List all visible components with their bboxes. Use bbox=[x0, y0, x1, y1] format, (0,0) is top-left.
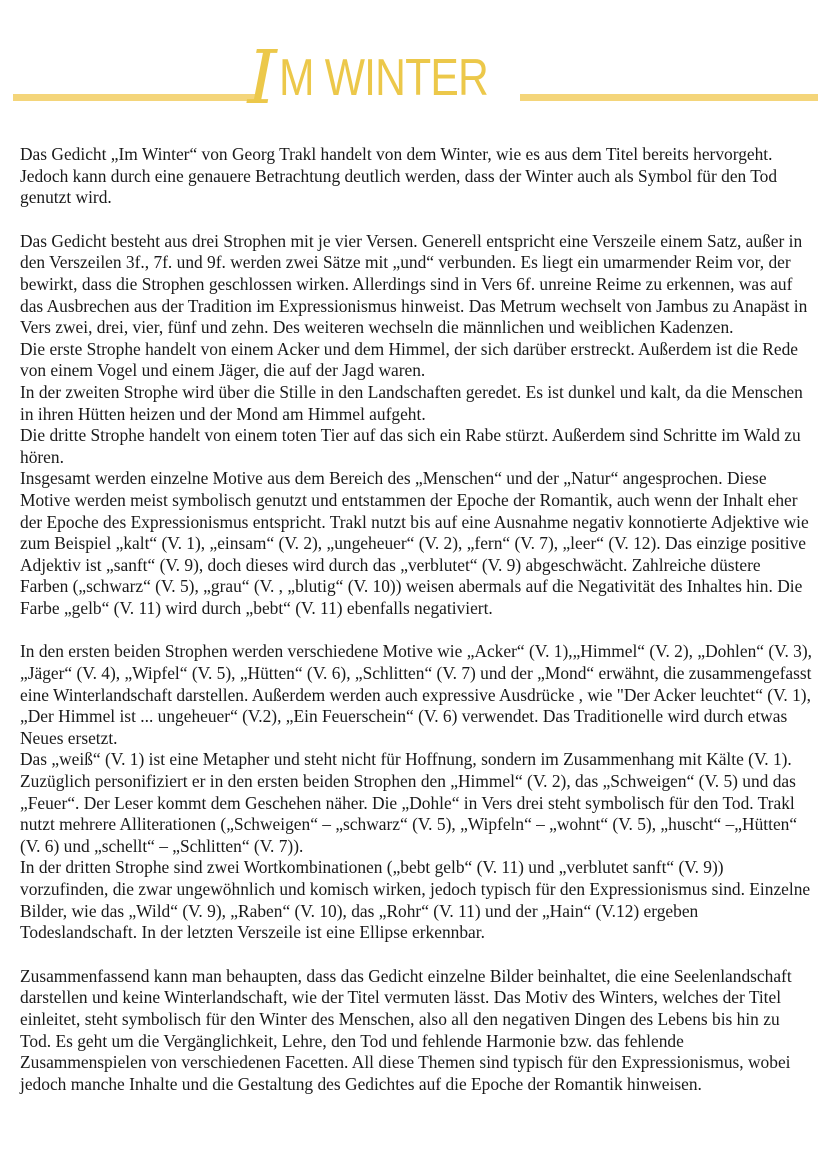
paragraph-gap bbox=[20, 944, 812, 966]
title-band bbox=[0, 35, 828, 121]
paragraph-conclusion: Zusammenfassend kann man behaupten, dass das Gedicht einzelne Bilder beinhaltet, die eine Seelenlandschaft darstellen und keine Winterlandschaft, wie der Titel vermuten lässt. Das Motiv des Winters, welches der Titel einleitet, steht symbolisch für den Winter des Menschen, also all den negativen Dingen des Lebens bis hin zu Tod. Es geht um die Vergänglichkeit, Lehre, den Tod und fehlende Harmonie bzw. das fehlende Zusammenspielen von verschiedenen Facetten. All diese Themen sind typisch für den Expressionismus, wobei jedoch manche Inhalte und die Gestaltung des Gedichtes auf die Epoche der Romantik hinweisen. bbox=[20, 965, 792, 1094]
title-rule-right bbox=[520, 94, 818, 101]
paragraph-stanza-3: Die dritte Strophe handelt von einem toten Tier auf das sich ein Rabe stürzt. Außerdem sind Schritte im Wald zu hören. bbox=[20, 425, 801, 467]
paragraph-intro: Das Gedicht „Im Winter“ von Georg Trakl handelt von dem Winter, wie es aus dem Titel bereits hervorgeht. Jedoch kann durch eine genauere Betrachtung deutlich werden, dass der Winter auch als Symbol für den Tod genutzt wird. bbox=[20, 144, 778, 208]
paragraph-motifs: Insgesamt werden einzelne Motive aus dem Bereich des „Menschen“ und der „Natur“ angesprochen. Diese Motive werden meist symbolisch genutzt und entstammen der Epoche der Romantik, auch wenn der Inhalt eher der Epoche des Expressionismus entspricht. Trakl nutzt bis auf eine Ausnahme negativ konnotierte Adjektive wie zum Beispiel „kalt“ (V. 1), „einsam“ (V. 2), „ungeheuer“ (V. 2), „fern“ (V. 7), „leer“ (V. 12). Das einzige positive Adjektiv ist „sanft“ (V. 9), doch dieses wird durch das „verblutet“ (V. 9) abgeschwächt. Zahlreiche düstere Farben („schwarz“ (V. 5), „grau“ (V. , „blutig“ (V. 10)) weisen abermals auf die Negativität des Inhaltes hin. Die Farbe „gelb“ (V. 11) wird durch „bebt“ (V. 11) ebenfalls negativiert. bbox=[20, 468, 809, 618]
paragraph-stanza-1: Die erste Strophe handelt von einem Acker und dem Himmel, der sich darüber erstreckt. Außerdem ist die Rede von einem Vogel und einem Jäger, die auf der Jagd waren. bbox=[20, 338, 798, 381]
paragraph-form: Das Gedicht besteht aus drei Strophen mit je vier Versen. Generell entspricht eine Verszeile einem Satz, außer in den Verszeilen 3f., 7f. und 9f. werden zwei Sätze mit „und“ verbunden. Es liegt ein umarmender Reim vor, der bewirkt, dass die Strophen geschlossen wirken. Allerdings sind in Vers 6f. unreine Reime zu erkennen, was auf das Ausbrechen aus der Tradition im Expressionismus hinweist. Das Metrum wechselt von Jambus zu Anapäst in Vers zwei, drei, vier, fünf und zehn. Des weiteren wechseln die männlichen und weiblichen Kadenzen. bbox=[20, 230, 808, 338]
paragraph-gap bbox=[20, 619, 812, 641]
paragraph-third-stanza: In der dritten Strophe sind zwei Wortkombinationen („bebt gelb“ (V. 11) und „verblutet sanft“ (V. 9)) vorzufinden, die zwar ungewöhnlich und komisch wirken, jedoch typisch für den Expressionismus sind. Einzelne Bilder, wie das „Wild“ (V. 9), „Raben“ (V. 10), das „Rohr“ (V. 11) und der „Hain“ (V.12) ergeben Todeslandschaft. In der letzten Verszeile ist eine Ellipse erkennbar. bbox=[20, 857, 811, 943]
title-text: M WINTER bbox=[278, 49, 488, 107]
essay-body bbox=[20, 144, 812, 1095]
paragraph-gap bbox=[20, 209, 812, 231]
paragraph-first-stanzas: In den ersten beiden Strophen werden verschiedene Motive wie „Acker“ (V. 1),„Himmel“ (V. 2), „Dohlen“ (V. 3), „Jäger“ (V. 4), „Wipfel“ (V. 5), „Hütten“ (V. 6), „Schlitten“ (V. 7) und der „Mond“ erwähnt, die zusammengefasst eine Winterlandschaft darstellen. Außerdem werden auch expressive Ausdrücke , wie "Der Acker leuchtet“ (V. 1), „Der Himmel ist ... ungeheuer“ (V.2), „Ein Feuerschein“ (V. 6) verwendet. Das Traditionelle wird durch etwas Neues ersetzt. bbox=[20, 641, 812, 748]
title-rule-left bbox=[13, 94, 259, 101]
page-title bbox=[247, 35, 523, 121]
paragraph-stanza-2: In der zweiten Strophe wird über die Stille in den Landschaften geredet. Es ist dunkel und kalt, da die Menschen in ihren Hütten heizen und der Mond am Himmel aufgeht. bbox=[20, 381, 803, 424]
title-initial: I bbox=[247, 35, 277, 121]
paragraph-metaphor: Das „weiß“ (V. 1) ist eine Metapher und steht nicht für Hoffnung, sondern im Zusammenhang mit Kälte (V. 1). Zuzüglich personifiziert er in den ersten beiden Strophen den „Himmel“ (V. 2), das „Schweigen“ (V. 5) und das „Feuer“. Der Leser kommt dem Geschehen näher. Die „Dohle“ in Vers drei steht symbolisch für den Tod. Trakl nutzt mehrere Alliterationen („Schweigen“ – „schwarz“ (V. 5), „Wipfeln“ – „wohnt“ (V. 5), „huscht“ –„Hütten“ (V. 6) und „schellt“ – „Schlitten“ (V. 7)). bbox=[20, 749, 798, 856]
